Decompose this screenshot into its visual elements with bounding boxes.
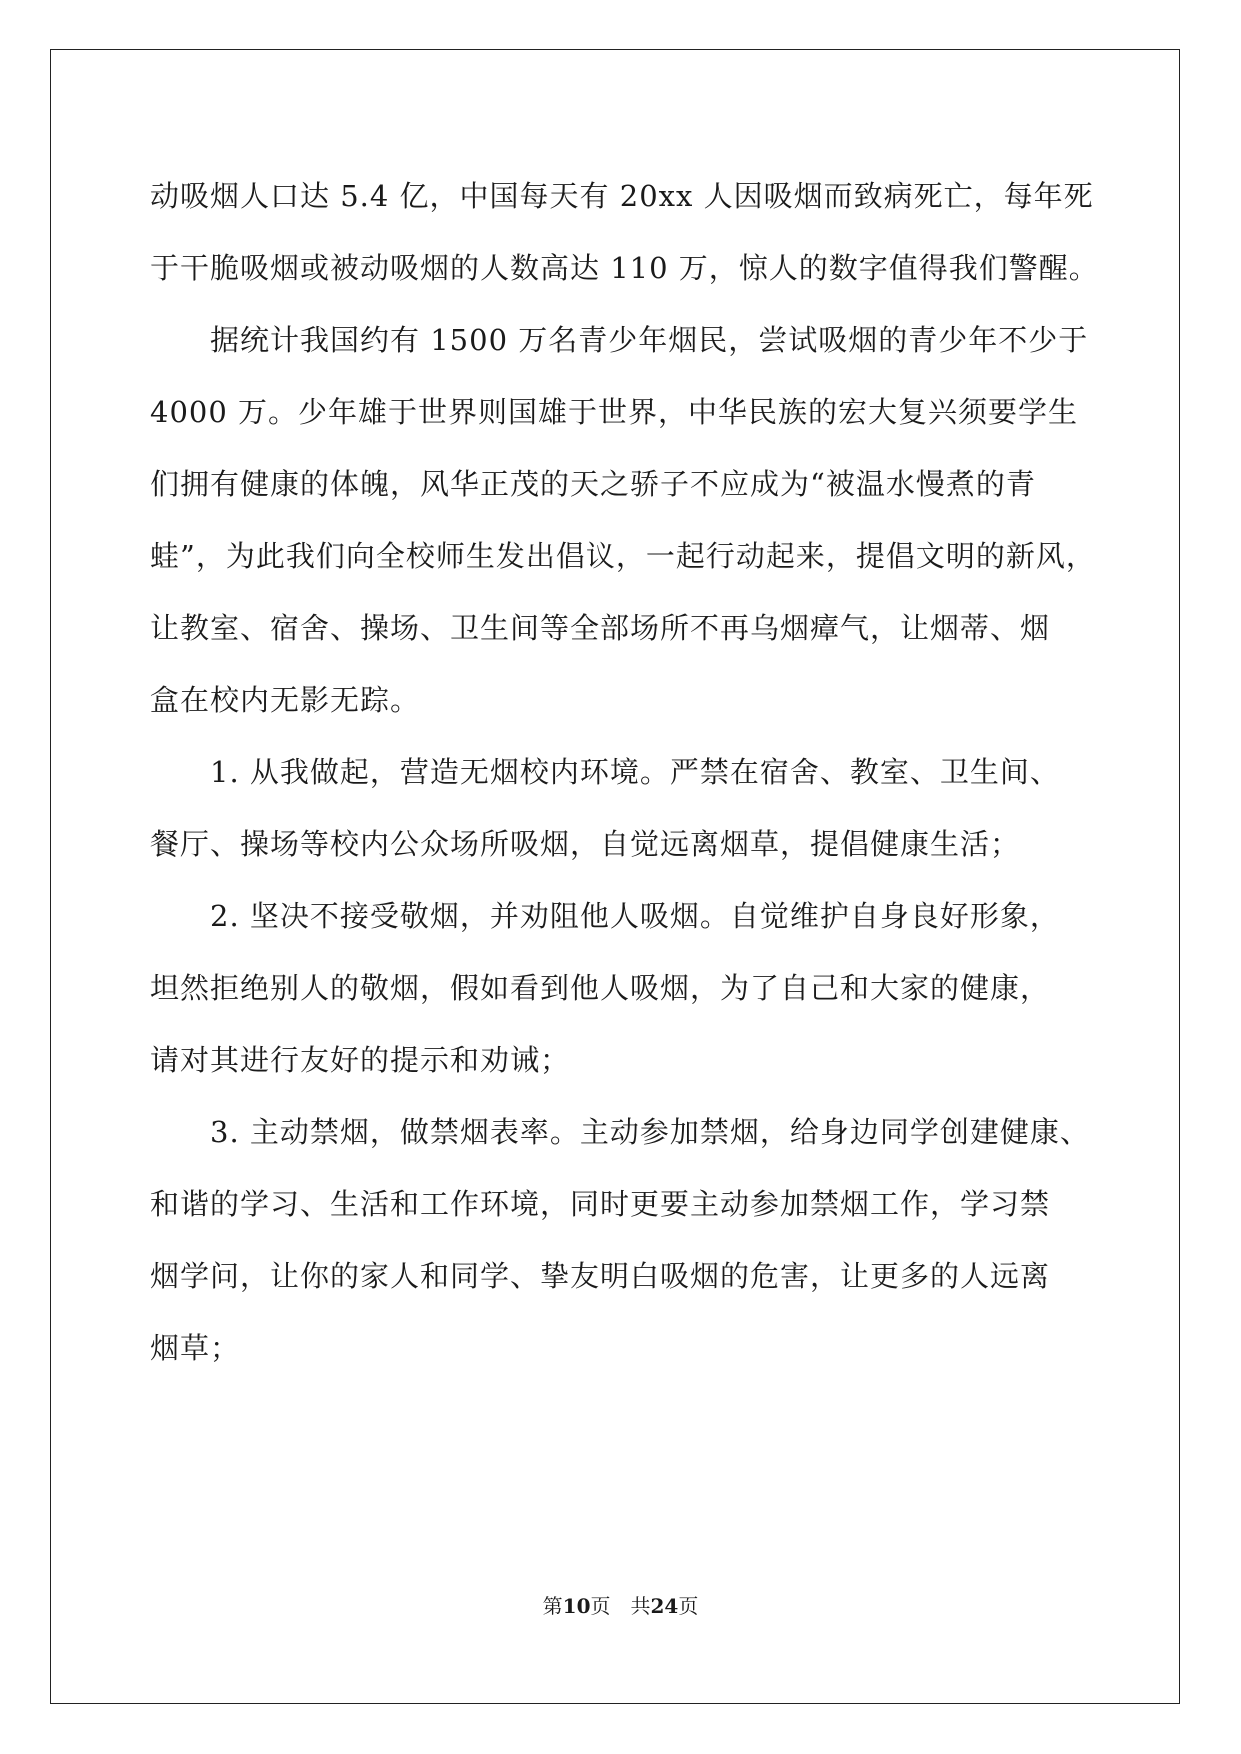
total-prefix: 共: [630, 1594, 651, 1618]
text-line: 蛙”，为此我们向全校师生发出倡议，一起行动起来，提倡文明的新风，: [150, 539, 1096, 573]
text-line: 1. 从我做起，营造无烟校内环境。严禁在宿舍、教室、卫生间、: [210, 755, 1060, 789]
text-line: 们拥有健康的体魄，风华正茂的天之骄子不应成为“被温水慢煮的青: [150, 467, 1036, 501]
text-line: 坦然拒绝别人的敬烟，假如看到他人吸烟，为了自己和大家的健康，: [150, 971, 1051, 1005]
text-line: 和谐的学习、生活和工作环境，同时更要主动参加禁烟工作，学习禁: [150, 1187, 1051, 1221]
text-line: 烟草；: [150, 1331, 241, 1365]
text-line: 4000 万。少年雄于世界则国雄于世界，中华民族的宏大复兴须要学生: [150, 395, 1079, 429]
text-line: 2. 坚决不接受敬烟，并劝阻他人吸烟。自觉维护自身良好形象，: [210, 899, 1060, 933]
page-current-number: 10: [562, 1594, 591, 1618]
text-line: 餐厅、操场等校内公众场所吸烟，自觉远离烟草，提倡健康生活；: [150, 827, 1021, 861]
total-unit: 页: [678, 1594, 699, 1618]
page-unit: 页: [590, 1594, 611, 1618]
text-line: 3. 主动禁烟，做禁烟表率。主动参加禁烟，给身边同学创建健康、: [210, 1115, 1090, 1149]
text-line: 让教室、宿舍、操场、卫生间等全部场所不再乌烟瘴气，让烟蒂、烟: [150, 611, 1051, 645]
document-body: [150, 160, 1110, 1384]
text-line: 盒在校内无影无踪。: [150, 683, 421, 717]
text-line: 请对其进行友好的提示和劝诫；: [150, 1043, 571, 1077]
page-footer: [0, 1592, 1241, 1620]
text-line: 烟学问，让你的家人和同学、挚友明白吸烟的危害，让更多的人远离: [150, 1259, 1051, 1293]
text-line: 据统计我国约有 1500 万名青少年烟民，尝试吸烟的青少年不少于: [210, 323, 1089, 357]
page-prefix: 第: [542, 1594, 563, 1618]
text-line: 动吸烟人口达 5.4 亿，中国每天有 20xx 人因吸烟而致病死亡，每年死: [150, 179, 1094, 213]
text-line: 于干脆吸烟或被动吸烟的人数高达 110 万，惊人的数字值得我们警醒。: [150, 251, 1099, 285]
page-total-number: 24: [650, 1594, 679, 1618]
